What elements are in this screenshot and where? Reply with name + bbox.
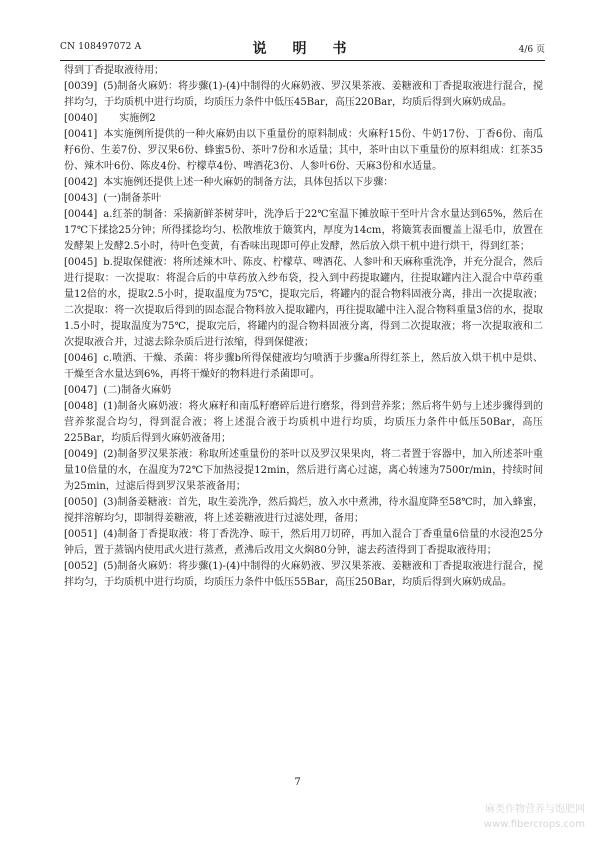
paragraph-text: (一)制备茶叶	[103, 193, 162, 204]
paragraph-text: (2)制备罗汉果茶液：称取所述重量份的茶叶以及罗汉果果肉，将二者置于容器中，加入所述茶叶重量10倍量的水，在温度为72℃下加热浸提12min，然后进行离心过滤，离心转速为7500r/min，持续时间为25min，过滤后得到罗汉果茶液备用；	[64, 449, 543, 492]
paragraph-text: a.红茶的制备：采摘新鲜茶树芽叶，洗净后于22℃室温下摊放晾干至叶片含水量达到65%，然后在17℃下揉捻25分钟；所得揉捻均匀、松散堆放于簸箕内，厚度为14cm，将簸箕表面覆盖上湿毛巾，放置在发酵架上发酵2.5小时，待叶色变黄，有香味出现即可停止发酵，然后放入烘干机中进行烘干，得到红茶；	[64, 209, 543, 252]
document-title: 说 明 书	[252, 41, 353, 57]
paragraph-number: [0050]	[64, 497, 98, 508]
paragraph	[64, 495, 543, 527]
paragraph-text: 本实施例还提供上述一种火麻奶的制备方法，具体包括以下步骤：	[103, 177, 394, 188]
paragraph-number: [0043]	[64, 193, 98, 204]
paragraph	[64, 191, 543, 207]
paragraph-text: (4)制备丁香提取液：将丁香洗净、晾干，然后用刀切碎，再加入混合丁香重量6倍量的水浸泡25分钟后，置于蒸锅内使用武火进行蒸煮，煮沸后改用文火焖80分钟，滤去药渣得到丁香提取液待用；	[64, 529, 543, 556]
paragraph	[64, 111, 543, 127]
paragraph	[64, 207, 543, 255]
header-divider	[60, 60, 545, 61]
paragraph	[64, 79, 543, 111]
paragraph-number: [0039]	[64, 81, 98, 92]
paragraph-number: [0052]	[64, 561, 98, 572]
section-heading: 实施例2	[119, 113, 156, 124]
paragraph-number: [0049]	[64, 449, 98, 460]
paragraph	[64, 63, 543, 79]
paragraph-number: [0040]	[64, 113, 98, 124]
paragraph	[64, 255, 543, 351]
paragraph-text: b.提取保健液：将所述辣木叶、陈皮、柠檬草、啤酒花、人参叶和天麻称重洗净，并充分混合，然后进行提取：一次提取：将混合后的中草药放入纱布袋，投入到中药提取罐内，往提取罐内注入混合中草药重量12倍的水，提取2.5小时，提取温度为75℃，提取完后，将罐内的混合物料固液分离，排出一次提取液；二次提取：将一次提取后得到的固态混合物料放入提取罐内，再往提取罐中注入混合物料重量3倍的水，提取1.5小时，提取温度为75℃，提取完后，将罐内的混合物料固液分离，得到二次提取液；将一次提取液和二次提取液合并，过滤去除杂质后进行浓缩，得到保健液；	[64, 257, 543, 348]
paragraph-number: [0042]	[64, 177, 98, 188]
page-indicator: 4/6 页	[518, 45, 545, 55]
paragraph-text: c.喷洒、干燥、杀菌：将步骤b所得保健液均匀喷洒于步骤a所得红茶上，然后放入烘干机中是烘、干燥至含水量达到6%，再将干燥好的物料进行杀菌即可。	[64, 353, 543, 380]
page-number: 7	[294, 777, 301, 788]
paragraph-number: [0047]	[64, 385, 98, 396]
paragraph-number: [0046]	[64, 353, 98, 364]
watermark-line1: 麻类作物营养与饱肥网	[485, 804, 585, 815]
paragraph-number: [0051]	[64, 529, 98, 540]
patent-number: CN 108497072 A	[60, 42, 142, 52]
document-body	[64, 63, 543, 591]
paragraph-text: 得到丁香提取液待用；	[64, 65, 164, 76]
paragraph-number: [0041]	[64, 129, 98, 140]
paragraph-number: [0045]	[64, 257, 98, 268]
paragraph-text: (3)制备姜糖液：首先，取生姜洗净，然后捣烂，放入水中煮沸，待水温度降至58℃时，加入蜂蜜，搅拌溶解均匀，即制得姜糖液，将上述姜糖液进行过滤处理，备用；	[64, 497, 543, 524]
paragraph-text: 本实施例所提供的一种火麻奶由以下重量份的原料制成：火麻籽15份、牛奶17份、丁香6份、南瓜籽6份、生姜7份、罗汉果6份、蜂蜜5份、茶叶7份和水适量；其中，茶叶由以下重量份的原料组成：红茶35份、辣木叶6份、陈皮4份、柠檬草4份、啤酒花3份、人参叶6份、天麻3份和水适量。	[64, 129, 543, 172]
paragraph-number: [0048]	[64, 401, 98, 412]
watermark-line2: www.fibercrops.com	[483, 819, 585, 830]
paragraph	[64, 383, 543, 399]
paragraph-text: (二)制备火麻奶	[103, 385, 172, 396]
paragraph-text: (1)制备火麻奶液：将火麻籽和南瓜籽磨碎后进行磨浆，得到营养浆；然后将牛奶与上述步骤得到的营养浆混合均匀，得到混合液；将上述混合液于均质机中进行均质，均质压力条件中低压50Bar，高压225Bar，均质后得到火麻奶液备用；	[64, 401, 543, 444]
paragraph	[64, 559, 543, 591]
watermark	[484, 802, 585, 832]
page-header	[60, 38, 545, 56]
paragraph	[64, 447, 543, 495]
paragraph	[64, 127, 543, 175]
paragraph	[64, 351, 543, 383]
paragraph-text: (5)制备火麻奶：将步骤(1)-(4)中制得的火麻奶液、罗汉果茶液、姜糖液和丁香提取液进行混合，搅拌均匀，于均质机中进行均质，均质压力条件中低压45Bar，高压220Bar，均质后得到火麻奶成品。	[64, 81, 543, 108]
paragraph	[64, 175, 543, 191]
paragraph	[64, 399, 543, 447]
paragraph-text: (5)制备火麻奶：将步骤(1)-(4)中制得的火麻奶液、罗汉果茶液、姜糖液和丁香提取液进行混合，搅拌均匀，于均质机中进行均质，均质压力条件中低压55Bar，高压250Bar，均质后得到火麻奶成品。	[64, 561, 543, 588]
paragraph	[64, 527, 543, 559]
paragraph-number: [0044]	[64, 209, 98, 220]
